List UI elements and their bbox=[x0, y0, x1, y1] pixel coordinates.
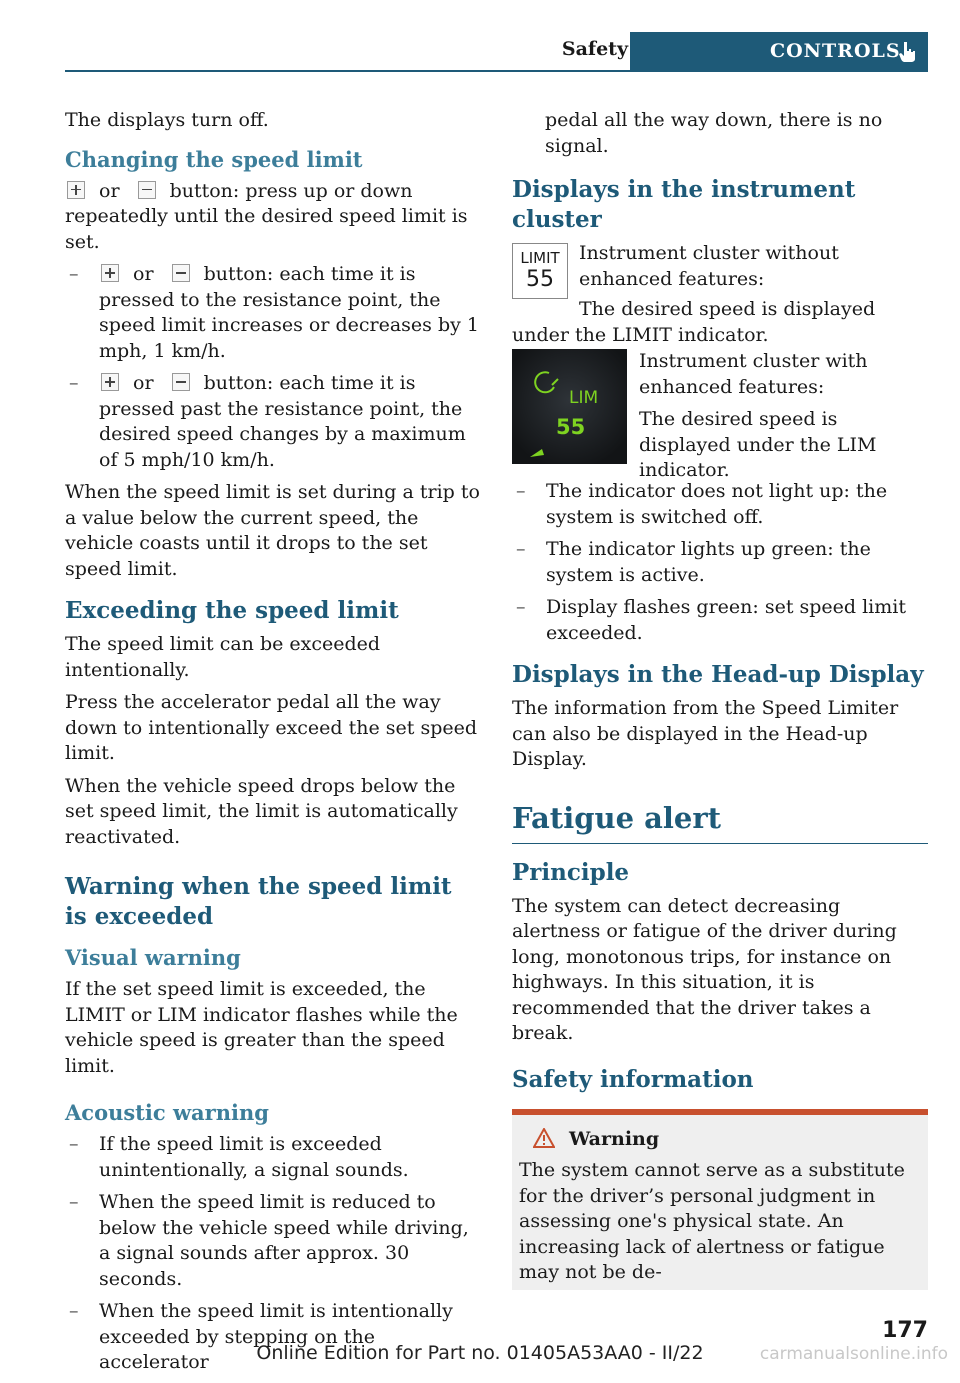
minus-button-icon bbox=[172, 264, 190, 282]
paragraph-without-features: Instrument cluster without enhanced features: bbox=[579, 242, 839, 290]
header-rule bbox=[65, 70, 928, 72]
change-text: button: press up or down repeatedly until the desired speed limit is set. bbox=[65, 179, 468, 253]
paragraph-with-features: Instrument cluster with enhanced features: bbox=[639, 350, 868, 398]
list-item: – When the speed limit is intentionally exceeded by stepping on the accelerator bbox=[69, 1300, 453, 1373]
indicator-list bbox=[512, 479, 928, 646]
minus-button-icon bbox=[172, 373, 190, 391]
list-item: – The indicator lights up green: the system is active. bbox=[516, 538, 871, 586]
svg-text:55: 55 bbox=[556, 415, 586, 439]
section-title: Safety bbox=[561, 38, 628, 60]
limit-indicator-icon: LIMIT 55 bbox=[512, 243, 568, 299]
paragraph-hud: The information from the Speed Limiter can also be displayed in the Head-up Display. bbox=[512, 697, 899, 770]
paragraph-principle: The system can detect decreasing alertness or fatigue of the driver during long, monotonous trips, for instance on highways. In this situation, it is recommended that the driver takes a break. bbox=[512, 894, 897, 1044]
page-number: 177 bbox=[882, 1318, 928, 1343]
warning-triangle-icon bbox=[533, 1128, 555, 1148]
list-item: – or button: each time it is pressed past the resistance point, the desired speed changes by a maximum of 5 mph/10 km/h. bbox=[69, 372, 466, 471]
warning-title-row bbox=[519, 1127, 920, 1153]
watermark: carmanualsonline.info bbox=[759, 1344, 948, 1364]
plus-button-icon bbox=[101, 264, 119, 282]
paragraph-lim-under: The desired speed is displayed under the LIM indicator. bbox=[639, 408, 877, 481]
edition-text: Online Edition for Part no. 01405A53AA0 - II/22 bbox=[256, 1342, 704, 1364]
lim-display-graphic bbox=[512, 349, 627, 464]
plus-button-icon bbox=[67, 181, 85, 199]
paragraph-exceed-1: The speed limit can be exceeded intentionally. bbox=[65, 633, 381, 681]
figure-limit-row bbox=[512, 241, 928, 346]
heading-fatigue-alert: Fatigue alert bbox=[512, 799, 928, 844]
heading-visual-warning: Visual warning bbox=[65, 945, 241, 970]
heading-principle: Principle bbox=[512, 858, 630, 886]
pointing-hand-icon bbox=[898, 41, 916, 63]
list-item: – or button: each time it is pressed to the resistance point, the speed limit increases or decreases by 1 mph, 1 km/h. bbox=[69, 263, 479, 362]
page-header bbox=[65, 32, 928, 72]
paragraph-limit-under: The desired speed is displayed under the LIMIT indicator. bbox=[512, 298, 876, 346]
minus-button-icon bbox=[138, 181, 156, 199]
paragraph-change bbox=[65, 179, 480, 256]
chapter-tab bbox=[630, 32, 928, 72]
heading-head-up-display: Displays in the Head-up Display bbox=[512, 661, 924, 688]
list-item: – If the speed limit is exceeded unintentionally, a signal sounds. bbox=[69, 1133, 409, 1181]
warning-text: The system cannot serve as a substitute for the driver’s personal judgment in assessing one's physical state. An increasing lack of alertness or fatigue may not be de- bbox=[519, 1159, 905, 1283]
heading-safety-information: Safety information bbox=[512, 1065, 754, 1093]
list-item: – The indicator does not light up: the system is switched off. bbox=[516, 480, 888, 528]
list-item: – Display flashes green: set speed limit exceeded. bbox=[516, 596, 906, 644]
heading-acoustic-warning: Acoustic warning bbox=[65, 1100, 269, 1125]
paragraph-exceed-2: Press the accelerator pedal all the way down to intentionally exceed the set speed limit. bbox=[65, 691, 478, 764]
figure-lim-row bbox=[512, 349, 928, 479]
lim-indicator-icon bbox=[512, 349, 627, 464]
warning-box bbox=[512, 1109, 928, 1290]
paragraph-trip: When the speed limit is set during a trip to a value below the current speed, the vehicle coasts until it drops to the set speed limit. bbox=[65, 481, 480, 580]
chapter-title: CONTROLS bbox=[770, 40, 901, 62]
svg-text:LIM: LIM bbox=[569, 388, 599, 408]
heading-exceeding-speed-limit: Exceeding the speed limit bbox=[65, 597, 399, 624]
warning-title: Warning bbox=[569, 1127, 660, 1150]
acoustic-list bbox=[65, 1132, 480, 1376]
plus-button-icon bbox=[101, 373, 119, 391]
list-item: – When the speed limit is reduced to below the vehicle speed while driving, a signal sounds after approx. 30 seconds. bbox=[69, 1191, 469, 1290]
paragraph-no-signal: pedal all the way down, there is no signal. bbox=[545, 109, 883, 157]
heading-displays-instrument-cluster: Displays in the instrument cluster bbox=[512, 176, 856, 233]
paragraph-exceed-3: When the vehicle speed drops below the set speed limit, the limit is automatically reactivated. bbox=[65, 774, 458, 848]
paragraph-displays-off: The displays turn off. bbox=[65, 109, 269, 131]
right-column bbox=[512, 108, 928, 1290]
or-text: or bbox=[99, 179, 120, 202]
heading-changing-speed-limit: Changing the speed limit bbox=[65, 146, 363, 172]
change-list bbox=[65, 262, 480, 473]
left-column bbox=[65, 108, 480, 1383]
heading-warning-exceeded: Warning when the speed limit is exceeded bbox=[65, 873, 452, 930]
paragraph-visual: If the set speed limit is exceeded, the LIMIT or LIM indicator flashes while the vehicle speed is greater than the speed limit. bbox=[65, 978, 458, 1077]
